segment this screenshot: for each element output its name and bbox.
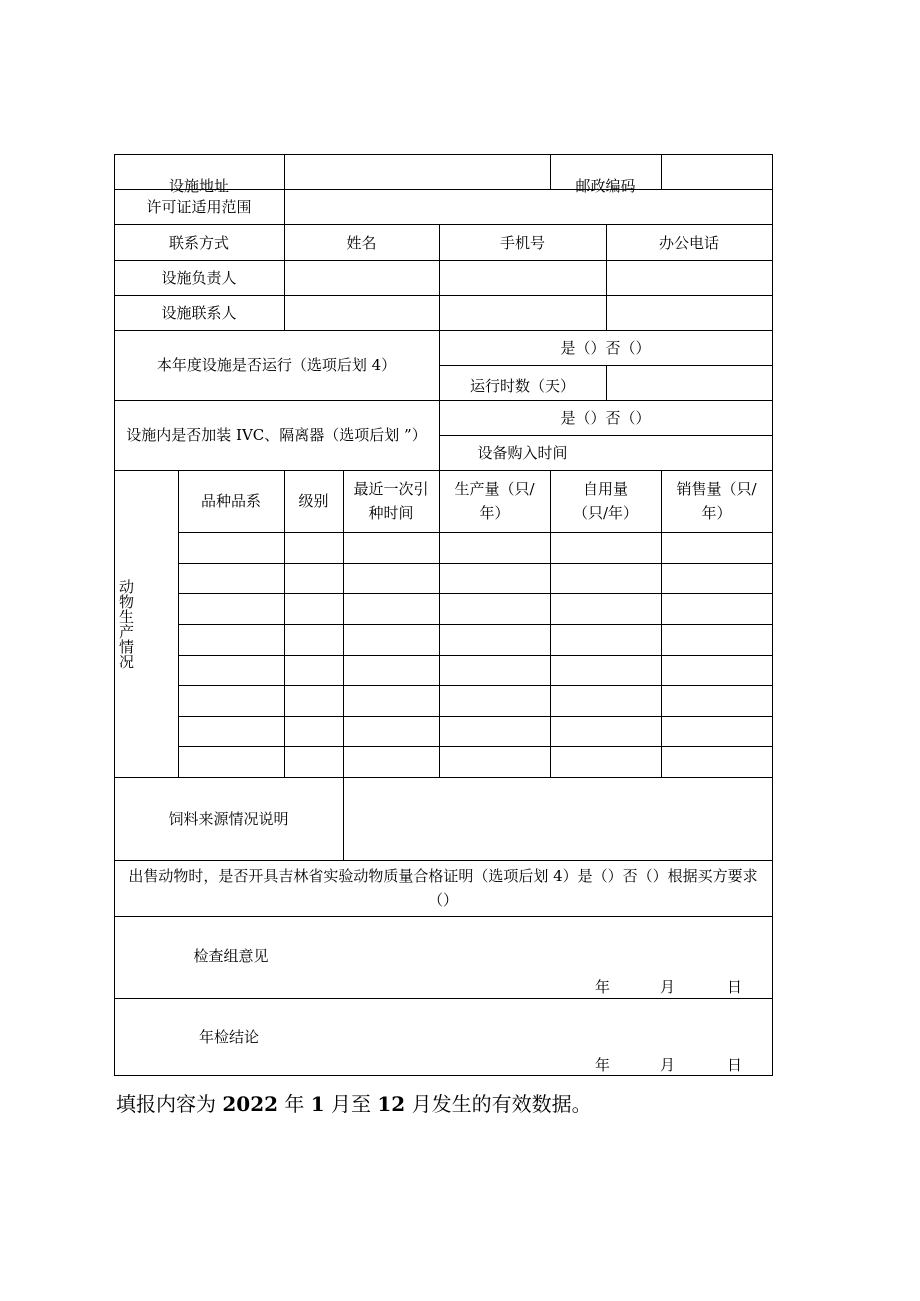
grid-line (178, 624, 773, 625)
footer-text: 月至 (331, 1092, 372, 1116)
footer-text: 填报内容为 (116, 1092, 216, 1116)
facility-head-label: 设施负责人 (161, 268, 237, 287)
annual-date-month: 月 (660, 1056, 676, 1074)
footer-year: 2022 (222, 1092, 279, 1116)
grid-line (178, 655, 773, 656)
running-yes-no[interactable]: 是（）否（） (560, 338, 651, 357)
purchase-time-label: 设备购入时间 (477, 443, 568, 462)
license-scope-label: 许可证适用范围 (146, 197, 252, 216)
grid-line (772, 154, 773, 1076)
variety-column-header: 品种品系 (200, 492, 261, 510)
grid-line (114, 1075, 773, 1076)
inspection-date-year: 年 (595, 978, 611, 996)
inspection-opinion-label: 检查组意见 (193, 947, 269, 965)
footer-text: 月发生的有效数据。 (411, 1092, 592, 1116)
self-use-column-header: 自用量（只/年） (572, 480, 639, 522)
last-introduction-column-header: 最近一次引种时间 (353, 480, 429, 522)
running-days-field[interactable] (606, 365, 772, 400)
facility-form-table (114, 154, 773, 1076)
grid-line (114, 916, 773, 917)
grid-line (178, 532, 773, 533)
facility-contact-office-field[interactable] (606, 295, 772, 330)
inspection-date-day: 日 (727, 978, 743, 996)
name-column-header: 姓名 (346, 233, 377, 252)
footer-note (116, 1088, 592, 1117)
annual-date-day: 日 (727, 1056, 743, 1074)
facility-contact-label: 设施联系人 (161, 303, 237, 322)
sale-certificate-question[interactable]: 出售动物时，是否开具吉林省实验动物质量合格证明（选项后划 4）是（）否（）根据买方要求（） (128, 867, 758, 909)
inspection-date-month: 月 (660, 978, 676, 996)
license-scope-field[interactable] (284, 189, 772, 224)
sales-column-header: 销售量（只/年） (676, 480, 757, 522)
footer-text: 年 (284, 1092, 305, 1116)
feed-source-field[interactable] (343, 777, 772, 860)
facility-running-question: 本年度设施是否运行（选项后划 4） (156, 356, 397, 374)
running-days-label: 运行时数（天） (469, 376, 575, 395)
address-label: 设施地址 (168, 177, 229, 195)
facility-head-name-field[interactable] (284, 260, 439, 295)
grid-line (178, 593, 773, 594)
purchase-time-field[interactable] (606, 435, 772, 470)
output-column-header: 生产量（只/年） (454, 480, 535, 522)
postal-code-field[interactable] (661, 154, 772, 189)
ivc-isolator-question: 设施内是否加装 IVC、隔离器（选项后划 ”） (126, 426, 427, 444)
grade-column-header: 级别 (298, 492, 329, 510)
contact-method-label: 联系方式 (168, 233, 229, 252)
facility-head-office-field[interactable] (606, 260, 772, 295)
mobile-column-header: 手机号 (499, 233, 545, 252)
postal-code-label: 邮政编码 (575, 177, 636, 195)
feed-source-label: 饲料来源情况说明 (168, 809, 289, 828)
animal-production-section-label: 动物生产情况 (117, 578, 135, 669)
footer-end-month: 12 (377, 1092, 406, 1116)
office-phone-column-header: 办公电话 (658, 233, 719, 252)
footer-start-month: 1 (310, 1092, 325, 1116)
grid-line (178, 685, 773, 686)
facility-head-mobile-field[interactable] (439, 260, 606, 295)
grid-line (178, 563, 773, 564)
grid-line (178, 746, 773, 747)
annual-date-year: 年 (595, 1056, 611, 1074)
facility-contact-mobile-field[interactable] (439, 295, 606, 330)
annual-conclusion-label: 年检结论 (198, 1028, 259, 1046)
grid-line (178, 716, 773, 717)
ivc-yes-no[interactable]: 是（）否（） (560, 408, 651, 427)
address-field[interactable] (284, 154, 550, 189)
facility-contact-name-field[interactable] (284, 295, 439, 330)
grid-line (114, 998, 773, 999)
